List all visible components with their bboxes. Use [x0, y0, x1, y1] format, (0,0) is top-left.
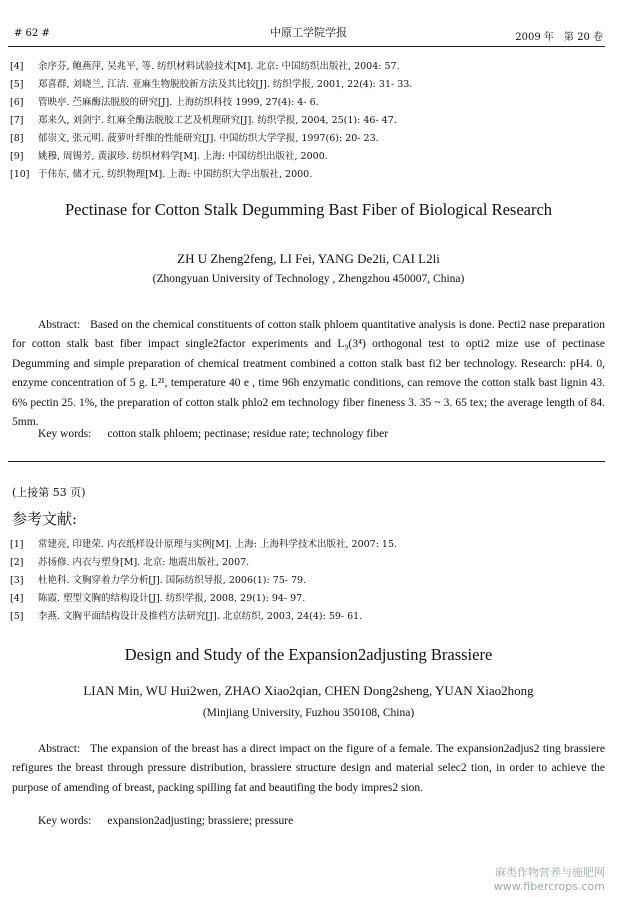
reference-number: [10]	[10, 169, 30, 180]
reference-text: 常建亮, 印建荣. 内衣纸样设计原理与实例[M]. 上海: 上海科学技术出版社, 2007: 15.	[38, 539, 398, 550]
keywords-label: Key words:	[38, 428, 92, 440]
reference-item	[10, 608, 605, 626]
reference-text: 姚穆, 周锡芳, 黄淑珍. 纺织材料学[M]. 上海: 中国纺织出版社, 2000.	[38, 151, 328, 162]
keywords-label: Key words:	[38, 815, 92, 827]
reference-number: [3]	[10, 575, 24, 586]
reference-text: 李燕. 文胸平面结构设计及推档方法研究[J]. 北京纺织, 2003, 24(4): 59- 61.	[38, 611, 363, 622]
reference-item	[10, 148, 605, 166]
reference-text: 杜艳科. 文胸穿着力学分析[J]. 国际纺织导报, 2006(1): 75- 79.	[38, 575, 307, 586]
reference-text: 管映亭. 苎麻酶法脱胶的研究[J]. 上海纺织科技 1999, 27(4): 4- 6.	[38, 97, 319, 108]
article1-authors: ZH U Zheng2feng, LI Fei, YANG De2li, CAI L2li	[177, 251, 440, 266]
reference-item	[10, 112, 605, 130]
reference-text: 余序芬, 鲍燕萍, 吴兆平, 等. 纺织材料试验技术[M]. 北京: 中国纺织出版社, 2004: 57.	[38, 61, 400, 72]
reference-item	[10, 94, 605, 112]
abstract-label: Abstract:	[38, 743, 81, 755]
article1-title: Pectinase for Cotton Stalk Degumming Bast Fiber of Biological Research	[64, 200, 553, 219]
article2-title: Design and Study of the Expansion2adjusting Brassiere	[124, 645, 493, 664]
journal-title: 中原工学院学报	[270, 26, 347, 39]
reference-item	[10, 166, 605, 184]
page-number: # 62 #	[14, 28, 50, 39]
article2-abstract	[12, 740, 605, 798]
continued-note: (上接第 53 页)	[12, 486, 86, 499]
reference-text: 苏扬修. 内衣与塑身[M]. 北京: 地震出版社, 2007.	[38, 557, 250, 568]
watermark-line2: www.fibercrops.com	[493, 880, 605, 893]
references-heading: 参考文献:	[12, 510, 78, 528]
references-top	[10, 58, 605, 184]
reference-text: 郑喜群, 刘晓兰, 江洁. 亚麻生物脱胶新方法及其比较[J]. 纺织学报, 2001, 22(4): 31- 33.	[38, 79, 413, 90]
article2-keywords	[38, 815, 293, 827]
abstract-text: Based on the chemical constituents of cotton stalk phloem quantitative analysis is done. Pecti2 nase preparation for cotton stalk bast fiber impact single2factor experiments and L₉(3⁴) orthogonal test to opti2 mize use of pectinase Degumming and simple preparation of chemical treatment combined a cotton stalk bast fi2 ber technology. Research: pH4. 0, enzyme concentration of 5 g. L²¹, temperature 40 e , time 96h enzymatic conditions, can remove the cotton stalk bast lignin 43. 6% pectin 25. 1%, the preparation of cotton stalk phlo2 em technology fiber fineness 3. 35 ~ 3. 65 tex; the average length of 84. 5mm.	[12, 319, 605, 429]
volume-info: 2009 年 第 20 卷	[515, 32, 603, 43]
abstract-label: Abstract:	[38, 319, 81, 331]
reference-number: [4]	[10, 593, 24, 604]
section-divider	[8, 461, 605, 462]
abstract-text: The expansion of the breast has a direct impact on the figure of a female. The expansion2adjus2 ting brassiere refigures the breast through pressure distribution, brassiere structure design and material selec2 tion, in order to achieve the purpose of amending of breast, packing spilling fat and beautifing the body impres2 sion.	[12, 743, 605, 794]
reference-item	[10, 572, 605, 590]
reference-item	[10, 76, 605, 94]
reference-text: 陈霞. 塑型文胸的结构设计[J]. 纺织学报, 2008, 29(1): 94- 97.	[38, 593, 306, 604]
article2-affiliation: (Minjiang University, Fuzhou 350108, China)	[202, 707, 415, 719]
watermark	[494, 864, 605, 893]
references-bottom	[10, 536, 605, 626]
reference-number: [8]	[10, 133, 24, 144]
reference-number: [5]	[10, 611, 24, 622]
reference-text: 郁崇文, 张元明. 菠萝叶纤维的性能研究[J]. 中国纺织大学学报, 1997(6): 20- 23.	[38, 133, 379, 144]
reference-number: [9]	[10, 151, 24, 162]
reference-number: [7]	[10, 115, 24, 126]
article1-affiliation: (Zhongyuan University of Technology , Zhengzhou 450007, China)	[152, 273, 465, 285]
reference-item	[10, 58, 605, 76]
page-header	[14, 22, 603, 42]
reference-number: [1]	[10, 539, 24, 550]
reference-text: 于伟东, 储才元. 纺织物理[M]. 上海: 中国纺织大学出版社, 2000.	[38, 169, 313, 180]
reference-item	[10, 536, 605, 554]
article1-abstract	[12, 316, 605, 432]
keywords-text: cotton stalk phloem; pectinase; residue rate; technology fiber	[107, 428, 389, 440]
reference-number: [5]	[10, 79, 24, 90]
reference-item	[10, 590, 605, 608]
article1-keywords	[38, 428, 388, 440]
reference-number: [2]	[10, 557, 24, 568]
watermark-line1: 麻类作物营养与施肥网	[495, 866, 605, 879]
reference-text: 郑来久, 刘剑宇. 红麻全酶法脱胶工艺及机理研究[J]. 纺织学报, 2004, 25(1): 46- 47.	[38, 115, 397, 126]
header-rule	[8, 46, 605, 47]
article2-authors: LIAN Min, WU Hui2wen, ZHAO Xiao2qian, CHEN Dong2sheng, YUAN Xiao2hong	[83, 683, 534, 698]
reference-number: [6]	[10, 97, 24, 108]
reference-item	[10, 130, 605, 148]
reference-item	[10, 554, 605, 572]
reference-number: [4]	[10, 61, 24, 72]
keywords-text: expansion2adjusting; brassiere; pressure	[107, 815, 294, 827]
